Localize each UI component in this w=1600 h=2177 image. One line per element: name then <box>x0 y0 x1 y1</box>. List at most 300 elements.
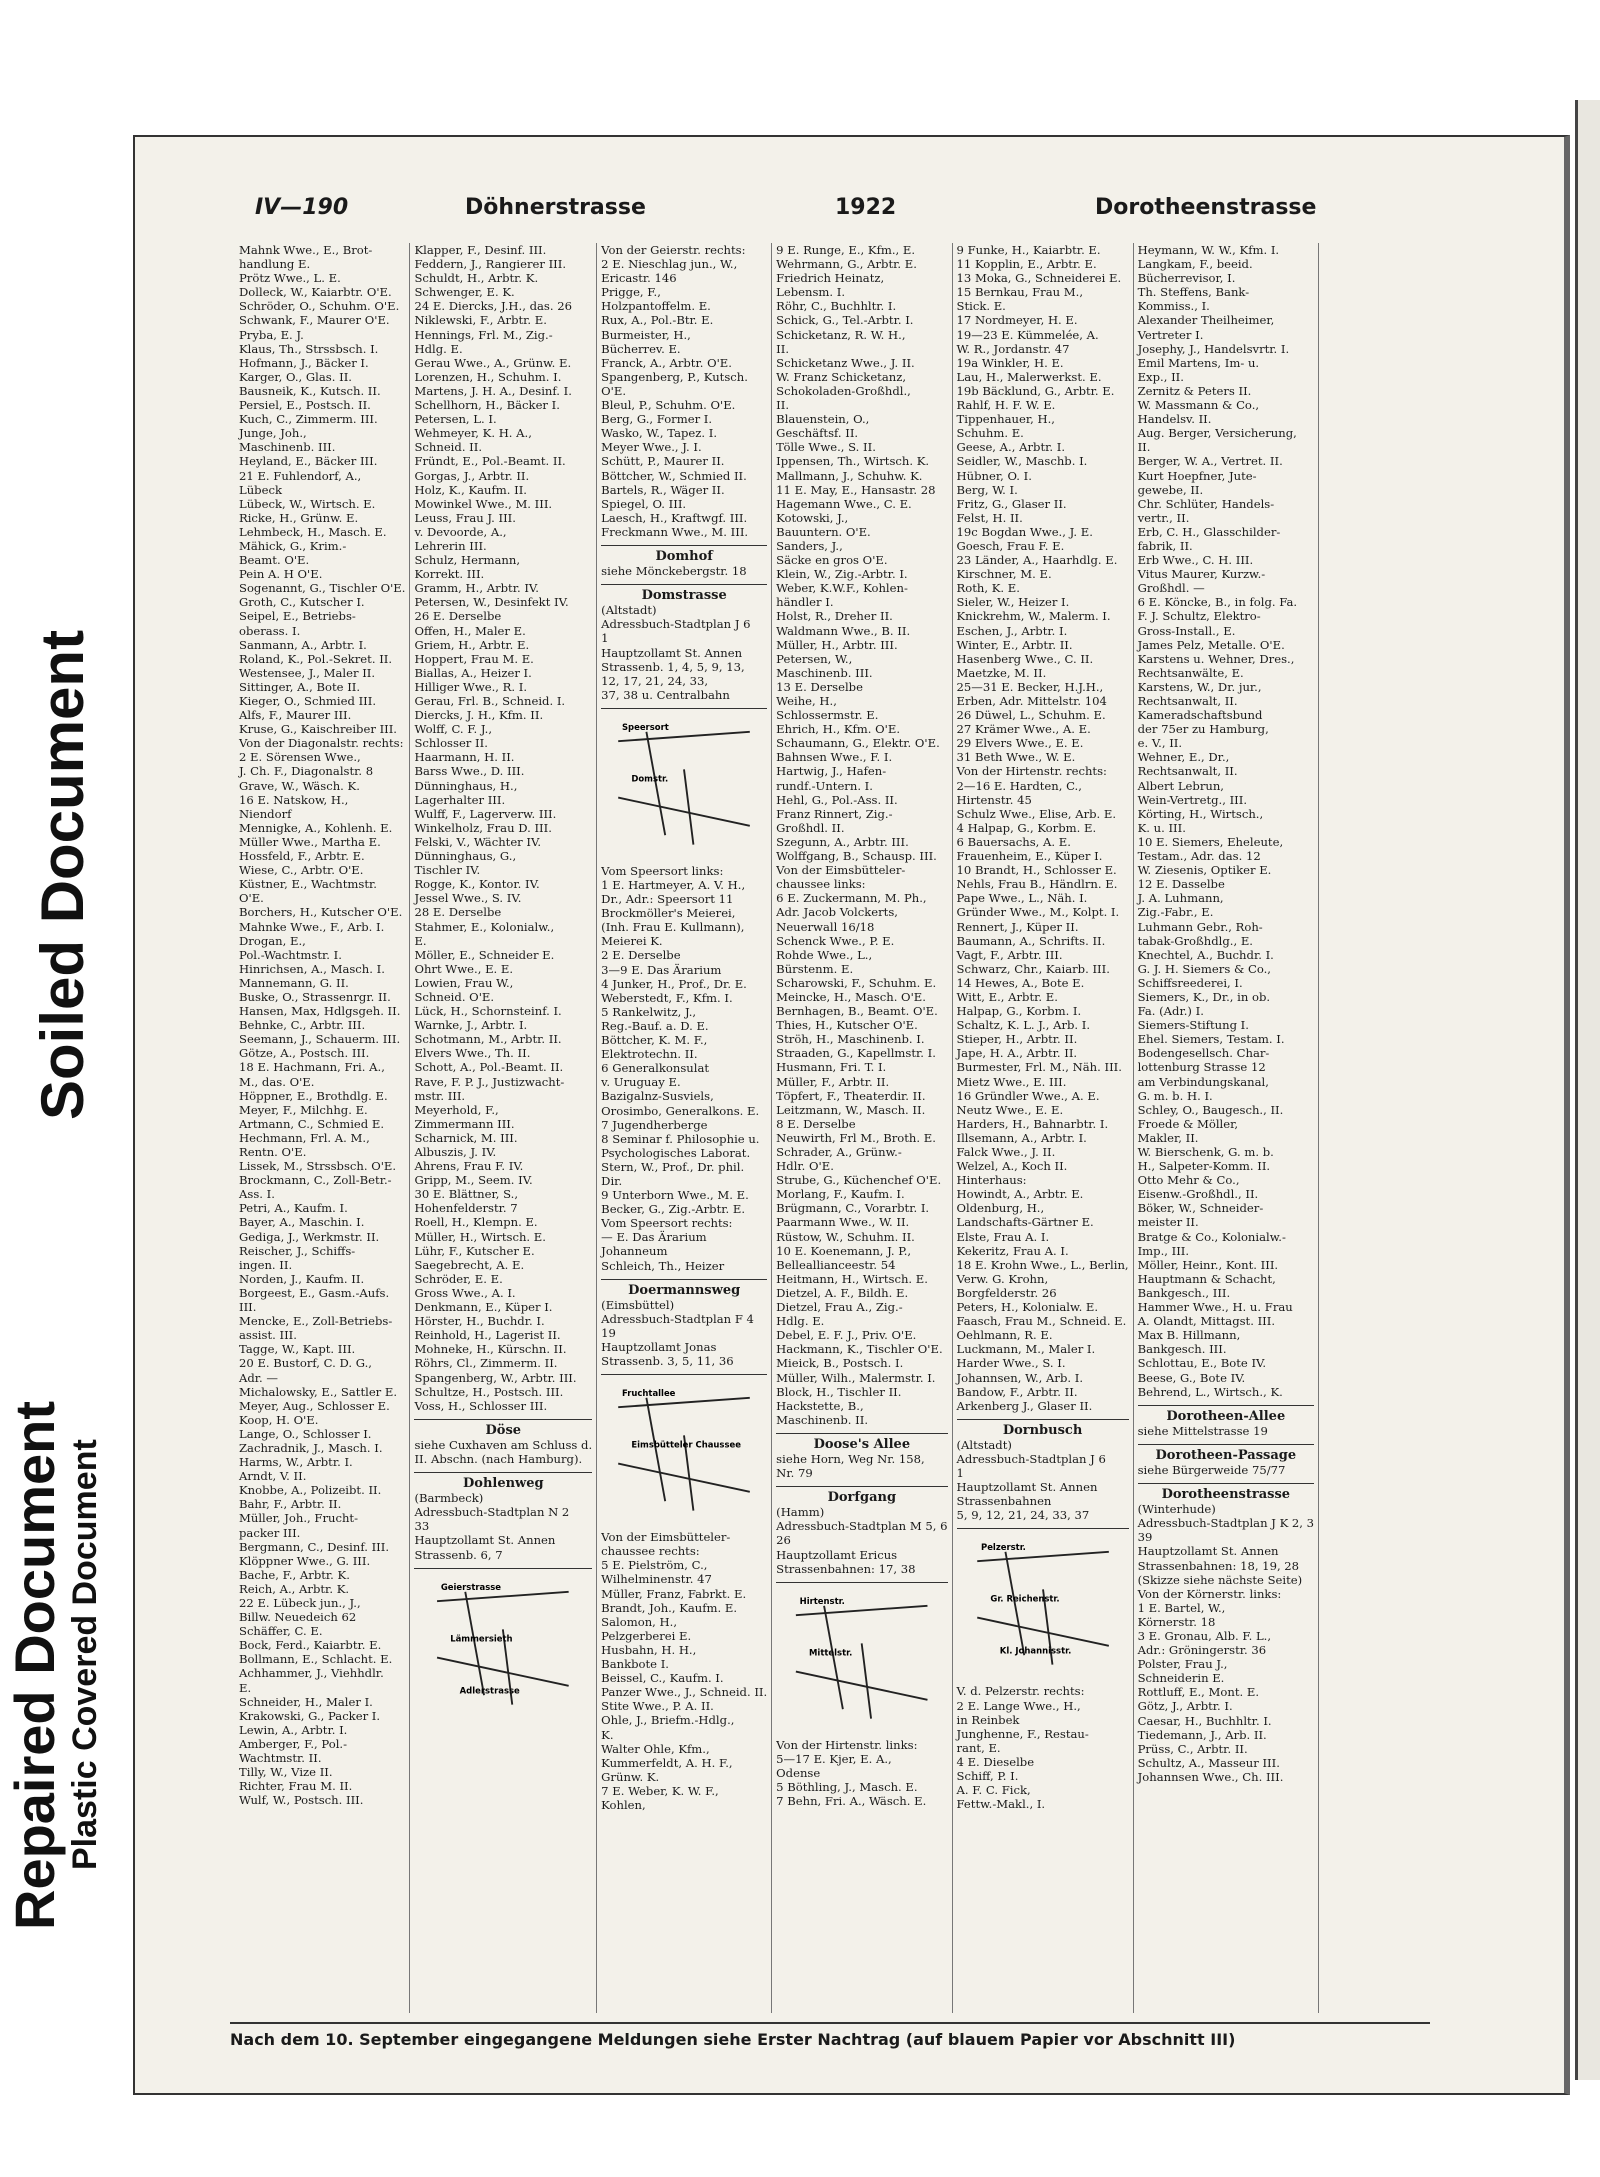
street-line <box>977 1618 1109 1646</box>
entry-line: Hauptzollamt Ericus <box>776 1547 898 1562</box>
entry-line: vertr., II. <box>1137 510 1190 525</box>
entry-line: Junghenne, F., Restau- <box>956 1726 1089 1741</box>
entry-line: Laesch, H., Kraftwgf. III. <box>601 510 748 525</box>
entry-line: Schwarz, Chr., Kaiarb. III. <box>956 961 1110 976</box>
map-street-label: Hirtenstr. <box>799 1595 845 1606</box>
entry-line: Niendorf <box>239 806 292 821</box>
entry-line: Gripp, M., Seem. IV. <box>414 1173 533 1188</box>
entry-line: Schellhorn, H., Bäcker I. <box>414 398 560 413</box>
entry-line: Stahmer, E., Kolonialw., <box>414 919 555 934</box>
entry-line: 9 E. Runge, E., Kfm., E. <box>776 243 916 257</box>
entry-line: 5 Rankelwitz, J., <box>601 1004 697 1019</box>
entry-line: Wulff, F., Lagerverw. III. <box>414 806 557 821</box>
entry-line: Rogge, K., Kontor. IV. <box>414 877 540 892</box>
entry-line: Leitzmann, W., Masch. II. <box>776 1102 926 1117</box>
entry-line: 16 Gründler Wwe., A. E. <box>956 1088 1100 1103</box>
entry-line: Freckmann Wwe., M. III. <box>601 524 749 539</box>
entry-line: Nehls, Frau B., Händlrn. E. <box>956 877 1118 892</box>
entry-line: Johannsen Wwe., Ch. III. <box>1137 1769 1284 1784</box>
entry-line: (Skizze siehe nächste Seite) <box>1137 1572 1303 1587</box>
entry-line: v. Uruguay E. <box>601 1075 681 1090</box>
entry-line: K. u. III. <box>1137 820 1186 835</box>
entry-line: Hilliger Wwe., R. I. <box>414 679 528 694</box>
entry-line: Groth, C., Kutscher I. <box>239 595 365 610</box>
street-heading: Doermannsweg <box>601 1279 767 1298</box>
entry-line: Wachtmstr. II. <box>239 1751 322 1766</box>
entry-line: Scharowski, F., Schuhm. E. <box>776 975 937 990</box>
street-heading: Dorotheen-Allee <box>1138 1405 1314 1424</box>
entry-line: Reich, A., Arbtr. K. <box>239 1581 350 1596</box>
entry-line: Lebensm. I. <box>776 285 846 300</box>
entry-line: 12 E. Dasselbe <box>1137 877 1225 892</box>
street-line <box>618 1398 750 1407</box>
entry-line: Schaltz, K. L. J., Arb. I. <box>956 1018 1091 1033</box>
header-year: 1922 <box>835 195 897 220</box>
entry-line: Neuwirth, Frl M., Broth. E. <box>776 1130 936 1145</box>
entry-line: Müller, Joh., Frucht- <box>239 1511 358 1526</box>
entry-line: Wein-Vertretg., III. <box>1137 792 1248 807</box>
column-6 <box>1134 243 1319 2013</box>
entry-line: Mannemann, G. II. <box>239 975 349 990</box>
entry-line: Lübeck, W., Wirtsch. E. <box>239 496 376 511</box>
entry-line: Mietz Wwe., E. III. <box>956 1074 1067 1089</box>
entry-line: G. J. H. Siemers & Co., <box>1137 961 1271 976</box>
entry-line: 19—23 E. Kümmelée, A. <box>956 327 1099 342</box>
entry-line: Johannsen, W., Arb. I. <box>956 1370 1084 1385</box>
entry-line: Sieler, W., Heizer I. <box>956 595 1070 610</box>
entry-line: 8 E. Derselbe <box>776 1116 856 1131</box>
entry-line: 20 E. Bustorf, C. D. G., <box>239 1356 372 1371</box>
entry-line: Wehmeyer, K. H. A., <box>414 426 532 441</box>
entry-line: 2—16 E. Hardten, C., <box>956 778 1082 793</box>
entry-line: rundf.-Untern. I. <box>776 778 873 793</box>
entry-line: Kurt Hoepfner, Jute- <box>1137 468 1257 483</box>
entry-line: 2 E. Nieschlag jun., W., <box>601 257 738 272</box>
entry-line: Müller, F., Arbtr. II. <box>776 1074 890 1089</box>
entry-line: Bandow, F., Arbtr. II. <box>956 1384 1078 1399</box>
entry-line: Blauenstein, O., <box>776 412 870 427</box>
entry-line: am Verbindungskanal, <box>1137 1074 1269 1089</box>
entry-line: Goesch, Frau F. E. <box>956 538 1065 553</box>
entry-line: Hdlr. O'E. <box>776 1159 834 1174</box>
entry-line: Norden, J., Kaufm. II. <box>239 1271 365 1286</box>
entry-line: Bratge & Co., Kolonialw.- <box>1137 1229 1286 1244</box>
street-line <box>618 732 750 741</box>
entry-line: Handelsv. II. <box>1137 412 1212 427</box>
entry-line: 12, 17, 21, 24, 33, <box>601 673 709 688</box>
entry-line: Götz, J., Arbtr. I. <box>1137 1699 1233 1714</box>
entry-line: A. Olandt, Mittagst. III. <box>1137 1314 1276 1329</box>
entry-line: (Altstadt) <box>601 603 657 618</box>
entry-line: Felski, V., Wächter IV. <box>414 834 542 849</box>
entry-line: Dünninghaus, H., <box>414 778 518 793</box>
entry-line: Barss Wwe., D. III. <box>414 764 525 779</box>
entry-line: V. d. Pelzerstr. rechts: <box>956 1684 1085 1699</box>
entry-line: Wolff, C. F. J., <box>414 722 493 737</box>
entry-line: Vagt, F., Arbtr. III. <box>956 947 1063 962</box>
entry-line: Von der Hirtenstr. rechts: <box>956 764 1107 779</box>
entry-line: Adressbuch-Stadtplan M 5, 6 <box>776 1519 948 1534</box>
column-2 <box>410 243 597 2013</box>
entry-line: Lehmbeck, H., Masch. E. <box>239 524 387 539</box>
entry-line: E. <box>239 1680 252 1695</box>
entry-line: Strassenbahnen <box>956 1494 1052 1509</box>
entry-line: Hauptzollamt Jonas <box>601 1340 717 1354</box>
entry-line: Pryba, E. J. <box>239 327 304 342</box>
entry-line: siehe Horn, Weg Nr. 158, <box>776 1451 925 1466</box>
entry-line: Bausneik, K., Kutsch. II. <box>239 383 381 398</box>
entry-line: Johanneum <box>601 1244 668 1259</box>
entry-line: Knickrehm, W., Malerm. I. <box>956 609 1111 624</box>
entry-line: Neutz Wwe., E. E. <box>956 1102 1064 1117</box>
entry-line: Schicketanz Wwe., J. II. <box>776 355 915 370</box>
entry-line: 23 Länder, A., Haarhdlg. E. <box>956 553 1118 568</box>
entry-line: Mallmann, J., Schuhw. K. <box>776 468 923 483</box>
entry-line: Wehrmann, G., Arbtr. E. <box>776 257 917 272</box>
street-sketch-map <box>601 1374 767 1524</box>
entry-line: Großhdl. — <box>1137 581 1205 596</box>
entry-line: Rahlf, H. F. W. E. <box>956 398 1056 413</box>
entry-line: Felst, H. II. <box>956 510 1023 525</box>
entry-line: W. Bierschenk, G. m. b. <box>1137 1145 1274 1159</box>
entry-line: Pelzgerberei E. <box>601 1628 692 1643</box>
entry-line: Polster, Frau J., <box>1137 1657 1228 1672</box>
footer-note: Nach dem 10. September eingegangene Meldungen siehe Erster Nachtrag (auf blauem Papier vor Abschnitt III) <box>230 2022 1430 2049</box>
entry-line: 18 E. Hachmann, Fri. A., <box>239 1060 385 1075</box>
entry-line: Schiff, P. I. <box>956 1769 1019 1783</box>
entry-line: Dünninghaus, G., <box>414 849 517 864</box>
entry-line: Sogenannt, G., Tischler O'E. <box>239 581 406 596</box>
entry-line: 6 Generalkonsulat <box>601 1061 710 1076</box>
entry-line: O'E. <box>239 891 264 906</box>
entry-line: Erben, Adr. Mittelstr. 104 <box>956 694 1107 708</box>
entry-line: Meierei K. <box>601 934 663 949</box>
street-sketch-map <box>601 708 767 858</box>
street-line <box>684 769 693 844</box>
entry-line: Junge, Joh., <box>239 426 307 441</box>
entry-line: K. <box>601 1727 614 1742</box>
entry-line: Siemers, K., Dr., in ob. <box>1137 989 1271 1004</box>
entry-line: 19 <box>601 1325 616 1340</box>
side-labels <box>0 0 130 2177</box>
entry-line: Biallas, A., Heizer I. <box>414 665 532 680</box>
map-street-label: Fruchtallee <box>622 1388 676 1399</box>
entry-line: Frauenheim, E., Küper I. <box>956 849 1103 864</box>
entry-line: Meincke, H., Masch. O'E. <box>776 989 926 1004</box>
entry-line: Mencke, E., Zoll-Betriebs- <box>239 1314 393 1329</box>
entry-line: Gediga, J., Werkmstr. II. <box>239 1229 380 1244</box>
entry-line: Kruse, G., Kaischreiber III. <box>239 722 397 737</box>
entry-line: Heyland, E., Bäcker III. <box>239 454 378 469</box>
entry-line: Korrekt. III. <box>414 567 485 582</box>
entry-line: Baumann, A., Schrifts. II. <box>956 933 1106 948</box>
entry-line: Michalowsky, E., Sattler E. <box>239 1384 398 1399</box>
entry-line: Von der Geierstr. rechts: <box>601 243 746 257</box>
entry-line: Leuss, Frau J. III. <box>414 510 516 525</box>
entry-line: Mennigke, A., Kohlenh. E. <box>239 820 393 835</box>
entry-line: Von der Eimsbütteler- <box>601 1530 731 1545</box>
entry-line: mstr. III. <box>414 1088 466 1103</box>
entry-line: Schulz, Hermann, <box>414 553 521 568</box>
street-sketch-map <box>776 1582 947 1732</box>
entry-line: Zernitz & Peters II. <box>1137 383 1252 398</box>
entry-line: Niklewski, F., Arbtr. E. <box>414 313 547 328</box>
entry-line: Röhr, C., Buchhltr. I. <box>776 299 897 314</box>
entry-line: II. Abschn. (nach Hamburg). <box>414 1451 583 1466</box>
column-1 <box>235 243 410 2013</box>
entry-line: II. <box>1137 440 1151 455</box>
entry-line: Borgeest, E., Gasm.-Aufs. <box>239 1285 390 1300</box>
entry-line: Beamt. O'E. <box>239 553 310 568</box>
entry-line: 24 E. Diercks, J.H., das. 26 <box>414 299 572 314</box>
entry-line: W. Massmann & Co., <box>1137 398 1260 413</box>
entry-line: Seipel, E., Betriebs- <box>239 609 356 624</box>
entry-line: Nr. 79 <box>776 1466 813 1481</box>
entry-line: Rohde Wwe., L., <box>776 947 873 962</box>
entry-line: Seidler, W., Maschb. I. <box>956 454 1088 469</box>
entry-line: Chr. Schlüter, Handels- <box>1137 496 1275 511</box>
entry-line: Franz Rinnert, Zig.- <box>776 806 893 821</box>
entry-line: Drogan, E., <box>239 933 306 948</box>
entry-line: Harders, H., Bahnarbtr. I. <box>956 1116 1109 1131</box>
entry-line: Böttcher, K. M. F., <box>601 1033 708 1048</box>
entry-line: Möller, Heinr., Kont. III. <box>1137 1257 1279 1272</box>
entry-line: Roth, K. E. <box>956 581 1020 596</box>
entry-line: Paarmann Wwe., W. II. <box>776 1215 910 1230</box>
entry-line: Zimmermann III. <box>414 1116 515 1131</box>
entry-line: Waldmann Wwe., B. II. <box>776 623 911 638</box>
entry-line: Welzel, A., Koch II. <box>956 1159 1068 1174</box>
entry-line: Schott, A., Pol.-Beamt. II. <box>414 1060 564 1075</box>
entry-line: Siemers-Stiftung I. <box>1137 1018 1249 1033</box>
map-street-label: Adlerstrasse <box>460 1684 521 1695</box>
entry-line: Schicketanz, R. W. H., <box>776 327 906 342</box>
entry-line: Schulz Wwe., Elise, Arb. E. <box>956 806 1117 821</box>
header-street-right: Dorotheenstrasse <box>1095 195 1317 220</box>
entry-line: Weihe, H., <box>776 694 837 708</box>
entry-line: Otto Mehr & Co., <box>1137 1173 1240 1188</box>
entry-line: Böker, W., Schneider- <box>1137 1201 1264 1216</box>
entry-line: Bache, F., Arbtr. K. <box>239 1567 350 1582</box>
entry-line: Berg, G., Former I. <box>601 412 713 427</box>
entry-line: 7 Jugendherberge <box>601 1117 708 1132</box>
entry-line: (Eimsbüttel) <box>601 1297 675 1312</box>
entry-line: 33 <box>414 1519 430 1534</box>
entry-line: Fettw.-Makl., I. <box>956 1797 1046 1812</box>
entry-line: Albert Lebrun, <box>1137 778 1224 793</box>
entry-line: Hammer Wwe., H. u. Frau <box>1137 1300 1293 1315</box>
entry-line: Bahr, F., Arbtr. II. <box>239 1497 342 1512</box>
entry-line: Höppner, E., Brothdlg. E. <box>239 1088 388 1103</box>
entry-line: Schultz, A., Masseur III. <box>1137 1755 1280 1770</box>
entry-line: Strassenb. 1, 4, 5, 9, 13, <box>601 659 745 674</box>
entry-line: Vitus Maurer, Kurzw.- <box>1137 567 1266 582</box>
entry-line: Spiegel, O. III. <box>601 496 687 511</box>
label-repaired: Repaired Document <box>3 1401 66 1930</box>
entry-line: Grünw. K. <box>601 1769 660 1784</box>
street-line <box>796 1671 928 1699</box>
map-street-label: Kl. Johannisstr. <box>999 1645 1071 1656</box>
entry-line: Meyer, Aug., Schlosser E. <box>239 1398 390 1413</box>
entry-line: James Pelz, Metalle. O'E. <box>1137 637 1285 652</box>
entry-line: Schleich, Th., Heizer <box>601 1258 725 1273</box>
entry-line: Gramm, H., Arbtr. IV. <box>414 581 539 596</box>
entry-line: Gerau Wwe., A., Grünw. E. <box>414 355 572 370</box>
entry-line: Beese, G., Bote IV. <box>1137 1370 1246 1385</box>
entry-line: Knobbe, A., Polizeibt. II. <box>239 1483 382 1498</box>
entry-line: Böttcher, W., Schmied II. <box>601 468 747 483</box>
entry-line: Dr., Adr.: Speersort 11 <box>601 892 734 907</box>
entry-line: 29 Elvers Wwe., E. E. <box>956 736 1084 751</box>
entry-line: Heymann, W. W., Kfm. I. <box>1137 243 1280 257</box>
entry-line: Schiffsreederei, I. <box>1137 975 1243 990</box>
entry-line: Schlosser II. <box>414 736 488 751</box>
entry-line: Vom Speersort links: <box>601 863 724 878</box>
entry-line: Harms, W., Arbtr. I. <box>239 1455 353 1470</box>
street-heading: Doose's Allee <box>776 1433 947 1452</box>
entry-line: Halpap, G., Korbm. I. <box>956 1004 1082 1019</box>
entry-line: Aug. Berger, Versicherung, <box>1137 426 1297 441</box>
entry-line: Körting, H., Wirtsch., <box>1137 806 1264 821</box>
entry-line: Bankgesch., III. <box>1137 1285 1231 1300</box>
entry-line: H., Salpeter-Komm. II. <box>1137 1159 1271 1174</box>
entry-line: Gross Wwe., A. I. <box>414 1285 516 1300</box>
entry-line: Kohlen, <box>601 1797 646 1812</box>
entry-line: 22 E. Lübeck jun., J., <box>239 1596 361 1610</box>
entry-line: 31 Beth Wwe., W. E. <box>956 750 1076 765</box>
entry-line: Hauptzollamt St. Annen <box>601 645 743 660</box>
entry-line: Dolleck, W., Kaiarbtr. O'E. <box>239 285 392 300</box>
map-street-label: Eimsbütteler Chaussee <box>631 1439 742 1450</box>
column-5 <box>953 243 1134 2013</box>
entry-line: II. <box>776 341 790 356</box>
entry-line: 4 E. Dieselbe <box>956 1754 1035 1769</box>
map-street-label: Domstr. <box>631 773 669 784</box>
entry-line: Lück, H., Schornsteinf. I. <box>414 1004 562 1019</box>
entry-line: Reinhold, H., Lagerist II. <box>414 1328 561 1343</box>
entry-line: Oehlmann, R. E. <box>956 1328 1053 1343</box>
entry-line: Bock, Ferd., Kaiarbtr. E. <box>239 1638 382 1653</box>
entry-line: Erb, C. H., Glasschilder- <box>1137 524 1281 539</box>
entry-line: Sanmann, A., Arbtr. I. <box>239 637 367 652</box>
entry-line: Tiedemann, J., Arb. II. <box>1137 1727 1267 1742</box>
entry-line: Bücherrevisor, I. <box>1137 271 1236 286</box>
entry-line: Strassenb. 3, 5, 11, 36 <box>601 1354 734 1369</box>
entry-line: Bartels, R., Wäger II. <box>601 482 725 497</box>
entry-line: Bürstenm. E. <box>776 961 854 976</box>
entry-line: Straaden, G., Kapellmstr. I. <box>776 1046 936 1061</box>
entry-line: (Winterhude) <box>1137 1502 1216 1517</box>
entry-line: Müller, Wilh., Malermstr. I. <box>776 1370 936 1385</box>
entry-line: 26 E. Derselbe <box>414 609 502 624</box>
entry-line: Prigge, F., <box>601 285 661 300</box>
entry-line: Persiel, E., Postsch. II. <box>239 398 371 413</box>
entry-line: Lange, O., Schlosser I. <box>239 1426 372 1441</box>
entry-line: handlung E. <box>239 257 311 272</box>
entry-line: Caesar, H., Buchhltr. I. <box>1137 1713 1272 1728</box>
entry-line: Peters, H., Kolonialw. E. <box>956 1300 1099 1315</box>
entry-line: Walter Ohle, Kfm., <box>601 1741 710 1756</box>
entry-line: Holzpantoffelm. E. <box>601 299 711 314</box>
entry-line: 9 Unterborn Wwe., M. E. <box>601 1188 749 1203</box>
entry-line: Wilhelminenstr. 47 <box>601 1572 712 1587</box>
entry-line: Spangenberg, W., Arbtr. III. <box>414 1370 577 1385</box>
entry-line: 30 E. Blättner, S., <box>414 1187 519 1202</box>
entry-line: Adressbuch-Stadtplan J 6 <box>956 1451 1106 1466</box>
entry-line: Schenck Wwe., P. E. <box>776 933 895 948</box>
entry-line: Adressbuch-Stadtplan F 4 <box>601 1311 754 1326</box>
entry-line: Luhmann Gebr., Roh- <box>1137 919 1263 934</box>
entry-line: Hinrichsen, A., Masch. I. <box>239 961 385 976</box>
entry-line: Möller, E., Schneider E. <box>414 947 555 962</box>
entry-line: 19b Bäcklund, G., Arbtr. E. <box>956 383 1115 398</box>
entry-line: Jape, H. A., Arbtr. II. <box>956 1046 1078 1061</box>
entry-line: 11 Kopplin, E., Arbtr. E. <box>956 257 1097 272</box>
street-heading: Dorotheenstrasse <box>1138 1483 1314 1502</box>
entry-line: 3 E. Gronau, Alb. F. L., <box>1137 1629 1272 1643</box>
entry-line: Petersen, W., <box>776 651 853 666</box>
entry-line: Strassenbahnen: 18, 19, 28 <box>1137 1558 1300 1573</box>
entry-line: Verw. G. Krohn, <box>956 1271 1049 1286</box>
entry-line: Beissel, C., Kaufm. I. <box>601 1671 724 1686</box>
entry-line: Stite Wwe., P. A. II. <box>601 1699 714 1714</box>
entry-line: Maschinenb. II. <box>776 1412 869 1427</box>
entry-line: Zachradnik, J., Masch. I. <box>239 1440 383 1455</box>
entry-line: lottenburg Strasse 12 <box>1137 1060 1266 1075</box>
entry-line: Rechtsanwalt, II. <box>1137 764 1238 779</box>
entry-line: Kommiss., I. <box>1137 299 1210 314</box>
entry-line: Mowinkel Wwe., M. III. <box>414 496 553 511</box>
entry-line: Hartwig, J., Hafen- <box>776 764 887 779</box>
entry-line: Josephy, J., Handelsvrtr. I. <box>1137 341 1290 356</box>
entry-line: Offen, H., Maler E. <box>414 623 526 638</box>
entry-line: Gorgas, J., Arbtr. II. <box>414 468 530 483</box>
entry-line: M., das. O'E. <box>239 1074 315 1089</box>
entry-line: 27 Krämer Wwe., A. E. <box>956 722 1091 737</box>
entry-line: Müller Wwe., Martha E. <box>239 834 381 849</box>
entry-line: Emil Martens, Im- u. <box>1137 355 1260 370</box>
entry-line: Maschinenb. III. <box>776 665 873 680</box>
entry-line: Wehner, E., Dr., <box>1137 750 1230 765</box>
entry-line: Kuch, C., Zimmerm. III. <box>239 412 378 427</box>
entry-line: Becker, G., Zig.-Arbtr. E. <box>601 1202 746 1217</box>
entry-line: Meyer, F., Milchhg. E. <box>239 1102 368 1117</box>
entry-line: Elste, Frau A. I. <box>956 1229 1050 1244</box>
entry-line: Vertreter I. <box>1137 327 1204 342</box>
entry-line: Bazigalnz-Susviels, <box>601 1089 714 1104</box>
entry-line: (Hamm) <box>776 1505 825 1520</box>
entry-line: 13 E. Derselbe <box>776 679 863 694</box>
map-street-label: Lämmersieth <box>450 1633 514 1644</box>
label-plastic: Plastic Covered Document <box>66 1439 104 1870</box>
entry-line: Hdlg. E. <box>414 341 463 356</box>
entry-line: Maschinenb. III. <box>239 440 336 455</box>
entry-line: Faasch, Frau M., Schneid. E. <box>956 1314 1127 1329</box>
entry-line: siehe Mittelstrasse 19 <box>1137 1423 1268 1438</box>
entry-line: Karstens, W., Dr. jur., <box>1137 679 1262 694</box>
entry-line: 13 Moka, G., Schneiderei E. <box>956 271 1122 286</box>
entry-line: Berg, W. I. <box>956 482 1018 497</box>
entry-line: Lübeck <box>239 482 282 497</box>
entry-line: chaussee links: <box>776 877 866 892</box>
entry-line: Berger, W. A., Vertret. II. <box>1137 454 1283 469</box>
entry-line: Billw. Neuedeich 62 <box>239 1610 357 1625</box>
entry-line: 9 Funke, H., Kaiarbtr. E. <box>956 243 1101 257</box>
scanned-page <box>133 135 1570 2095</box>
entry-line: Schneider, H., Maler I. <box>239 1694 373 1709</box>
entry-line: Block, H., Tischler II. <box>776 1384 902 1399</box>
entry-line: Bodengesellsch. Char- <box>1137 1046 1270 1061</box>
